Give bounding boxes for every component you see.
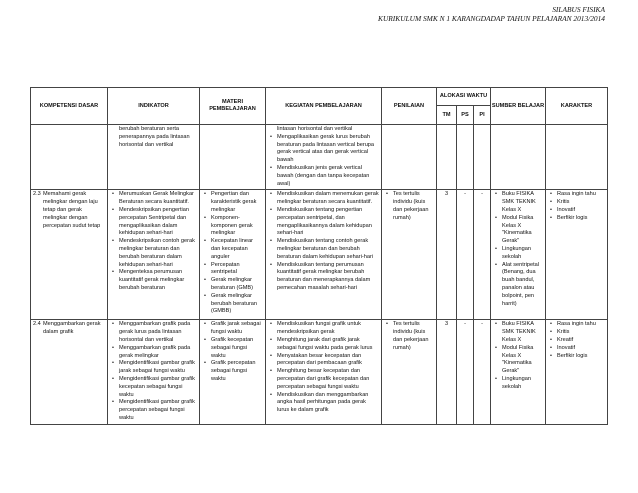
tm-value: 3 xyxy=(437,320,457,424)
col-sumber-belajar: SUMBER BELAJAR xyxy=(491,88,546,125)
list-item: • Berfikir logis xyxy=(557,353,605,361)
list-item: • Lingkungan sekolah xyxy=(502,376,543,392)
list-item: • Mendiskusikan jenis gerak vertical bawah (dengan dan tanpa kecepatan awal) xyxy=(277,165,379,188)
list-item: • Buku FISIKA SMK TEKNIK Kelas X xyxy=(502,191,543,214)
list-item: • Rasa ingin tahu xyxy=(557,321,605,329)
list-item: • Menghitung jarak dari grafik jarak sebagai fungsi waktu pada gerak lurus xyxy=(277,337,379,353)
list-item: • Kritis xyxy=(557,199,605,207)
list-item: • Mendiskusikan dalam menemukan gerak melingkar beraturan secara kuantitatif. xyxy=(277,191,379,207)
list-item: • Berfikir logis xyxy=(557,215,605,223)
pi-value: - xyxy=(474,190,491,320)
kd-text: Memahami gerak melingkar dengan laju tetap dan gerak melingkar dengan percepatan sudut tetap xyxy=(43,191,101,229)
list-item: • Mengidentifikasi gambar grafik percepatan sebagai fungsi waktu xyxy=(119,399,197,422)
list-item: • Grafik jarak sebagai fungsi waktu xyxy=(211,321,263,337)
list-item: • Mendiskusikan fungsi grafik untuk mendeskripsikan gerak xyxy=(277,321,379,337)
list-item: • Mendiskusikan tentang perumusan kuantitatif gerak melingkar berubah beraturan dan menerapkannya dalam pemecahan masalah sehari-hari xyxy=(277,262,379,293)
list-item: • Alat sentripetal (Benang, dua buah bandul, panalon atau bolpoint, pen harrit) xyxy=(502,262,543,309)
list-item: • Mengidentifikasi gambar grafik jarak sebagai fungsi waktu xyxy=(119,360,197,376)
table-row xyxy=(31,320,608,424)
list-item: • Lingkungan sekolah xyxy=(502,246,543,262)
list-item: • Tes tertulis individu (kuis dan pekerjaan rumah) xyxy=(393,321,434,352)
list-item: • Mendiskusikan dan menggambarkan angka hasil perhitungan pada gerak lurus ke dalam grafik xyxy=(277,392,379,415)
kd-number: 2.4 xyxy=(33,321,41,328)
col-karakter: KARAKTER xyxy=(546,88,608,125)
pi-value: - xyxy=(474,320,491,424)
list-item: • Rasa ingin tahu xyxy=(557,191,605,199)
list-item: • Percepatan sentripetal xyxy=(211,262,263,278)
list-item: • Buku FISIKA SMK TEKNIK Kelas X xyxy=(502,321,543,344)
ps-value: - xyxy=(457,320,474,424)
list-item: • Pengertian dan karakteristik gerak melingkar xyxy=(211,191,263,214)
continuation-row xyxy=(31,125,608,190)
continuation-kegiatan-text: lintasan horisontal dan vertikal xyxy=(277,126,353,132)
list-item: • Komponen-komponen gerak melingkar xyxy=(211,215,263,238)
list-item: • Tes tertulis individu (kuis dan pekerjaan rumah) xyxy=(393,191,434,222)
list-item: • Mendeskripsikan pengertian percepatan Sentripetal dan mengaplikasikan dalam kehidupan sehari-hari xyxy=(119,207,197,238)
list-item: • Inovatif xyxy=(557,207,605,215)
table-row xyxy=(31,190,608,320)
kd-number: 2.3 xyxy=(33,191,41,198)
list-item: • Modul Fisika Kelas X "Kinematika Gerak" xyxy=(502,345,543,376)
list-item: • Mengaplikasikan gerak lurus berubah beraturan pada lintasan vertical berupa gerak vertical atas dan gerak vertical bawah xyxy=(277,134,379,165)
list-item: • Modul Fisika Kelas X "Kinematika Gerak" xyxy=(502,215,543,246)
list-item: • Mendiskusikan tentang contoh gerak melingkar beraturan dan berubah beraturan dalam kehidupan sehari-hari xyxy=(277,238,379,261)
col-pi: PI xyxy=(474,106,491,125)
list-item: • Menghitung besar kecepatan dan percepatan dari grafik kecepatan dan percepatan sebagai fungsi waktu xyxy=(277,368,379,391)
list-item: • Kreatif xyxy=(557,337,605,345)
col-ps: PS xyxy=(457,106,474,125)
list-item: • Mengidentifikasi gambar grafik kecepatan sebagai fungsi waktu xyxy=(119,376,197,399)
list-item: • Menggambarkan grafik pada gerak lurus pada lintasan horisontal dan vertikal xyxy=(119,321,197,344)
list-item: • Menggambarkan grafik pada gerak melingkar xyxy=(119,345,197,361)
continuation-indikator: berubah beraturan serta penerapannya pada lintasan horisontal dan vertikal xyxy=(119,126,190,148)
col-materi: MATERI PEMBELAJARAN xyxy=(200,88,266,125)
list-item: • Mengenteksa perumusan kuantitatif gerak melingkar berubah beraturan xyxy=(119,269,197,292)
list-item: • Grafik kecepatan sebagai fungsi waktu xyxy=(211,337,263,360)
tm-value: 3 xyxy=(437,190,457,320)
list-item: • Menyatakan besar kecepatan dan percepatan dari pembacaan grafik xyxy=(277,353,379,369)
list-item: • Mendiskusikan tentang pengertian percepatan sentripetal, dan mengaplikasikannya dalam kehidupan sehari-hari xyxy=(277,207,379,238)
col-indikator: INDIKATOR xyxy=(108,88,200,125)
document-title: SILABUS FISIKA xyxy=(552,5,605,14)
list-item: • Inovatif xyxy=(557,345,605,353)
list-item: • Grafik percepatan sebagai fungsi waktu xyxy=(211,360,263,383)
syllabus-table xyxy=(30,87,608,425)
col-kegiatan: KEGIATAN PEMBELAJARAN xyxy=(266,88,382,125)
col-tm: TM xyxy=(437,106,457,125)
col-alokasi-waktu: ALOKASI WAKTU xyxy=(437,88,491,106)
list-item: • Gerak melingkar beraturan (GMB) xyxy=(211,277,263,293)
ps-value: - xyxy=(457,190,474,320)
kd-text: Menggambarkan gerak dalam grafik xyxy=(43,321,101,336)
col-penilaian: PENILAIAN xyxy=(382,88,437,125)
list-item: • Kecepatan linear dan kecepatan anguler xyxy=(211,238,263,261)
document-subtitle: KURIKULUM SMK N 1 KARANGDADAP TAHUN PELAJARAN 2013/2014 xyxy=(378,14,605,23)
list-item: • Mendeskripsikan contoh gerak melingkar beraturan dan berubah beraturan dalam kehidupan sehari-hari xyxy=(119,238,197,269)
list-item: • Kritis xyxy=(557,329,605,337)
list-item: • Merumuskan Gerak Melingkar Beraturan secara kuantitatif. xyxy=(119,191,197,207)
list-item: • Gerak melingkar berubah beraturan (GMBB) xyxy=(211,293,263,316)
col-kompetensi-dasar: KOMPETENSI DASAR xyxy=(31,88,108,125)
